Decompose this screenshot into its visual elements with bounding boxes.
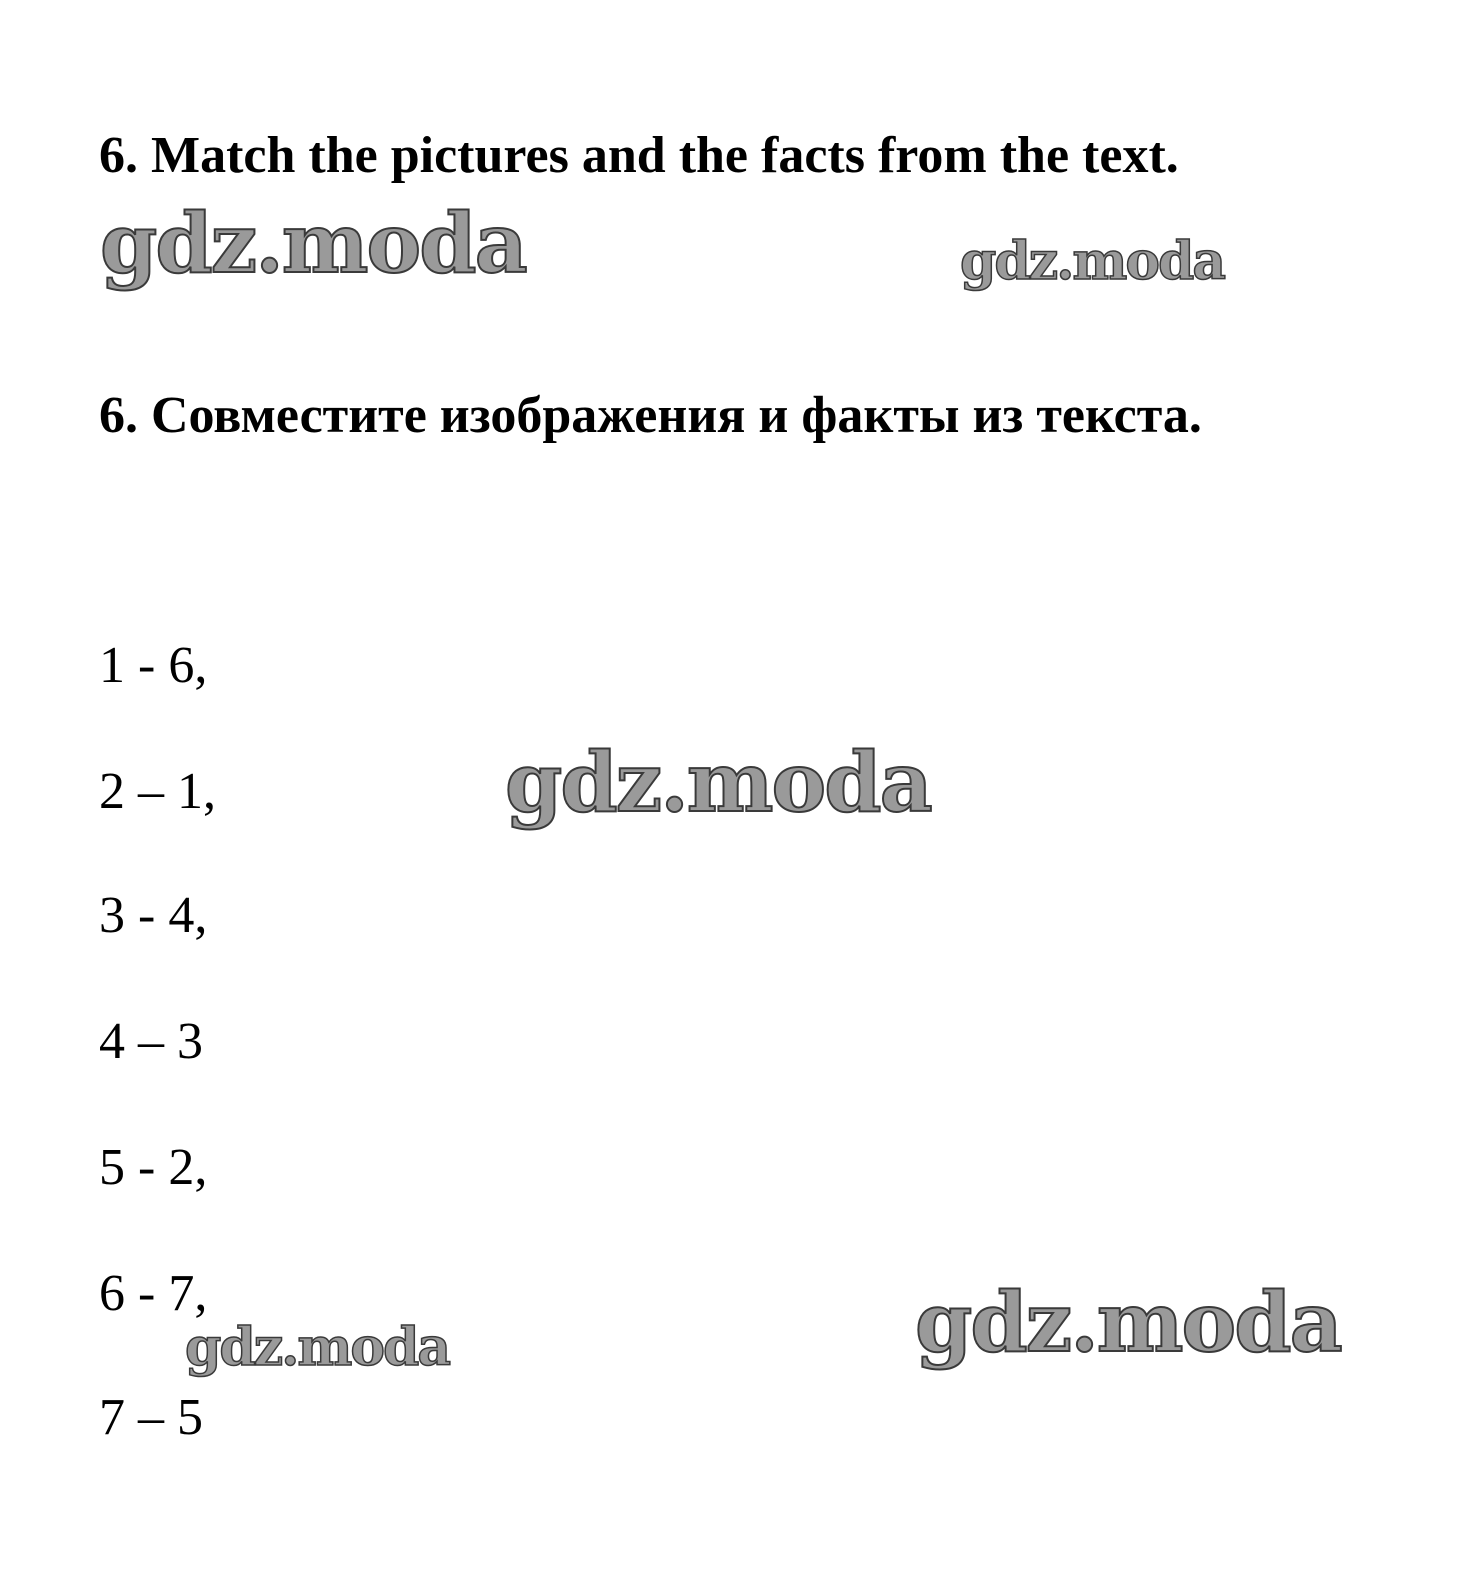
- watermark-logo: gdz.moda: [915, 1275, 1341, 1371]
- task-heading-russian: 6. Совместите изображения и факты из текста.: [99, 387, 1202, 444]
- answer-item: 3 - 4,: [99, 887, 208, 944]
- watermark-logo: gdz.moda: [100, 196, 526, 292]
- watermark-logo: gdz.moda: [185, 1317, 450, 1378]
- answer-item: 1 - 6,: [99, 637, 208, 694]
- watermark-logo: gdz.moda: [960, 231, 1225, 292]
- task-heading-english: 6. Match the pictures and the facts from the text.: [99, 127, 1179, 184]
- watermark-logo: gdz.moda: [505, 735, 931, 831]
- answer-item: 2 – 1,: [99, 763, 216, 820]
- answer-item: 4 – 3: [99, 1013, 203, 1070]
- answer-item: 6 - 7,: [99, 1265, 208, 1322]
- answer-item: 7 – 5: [99, 1389, 203, 1446]
- answer-item: 5 - 2,: [99, 1139, 208, 1196]
